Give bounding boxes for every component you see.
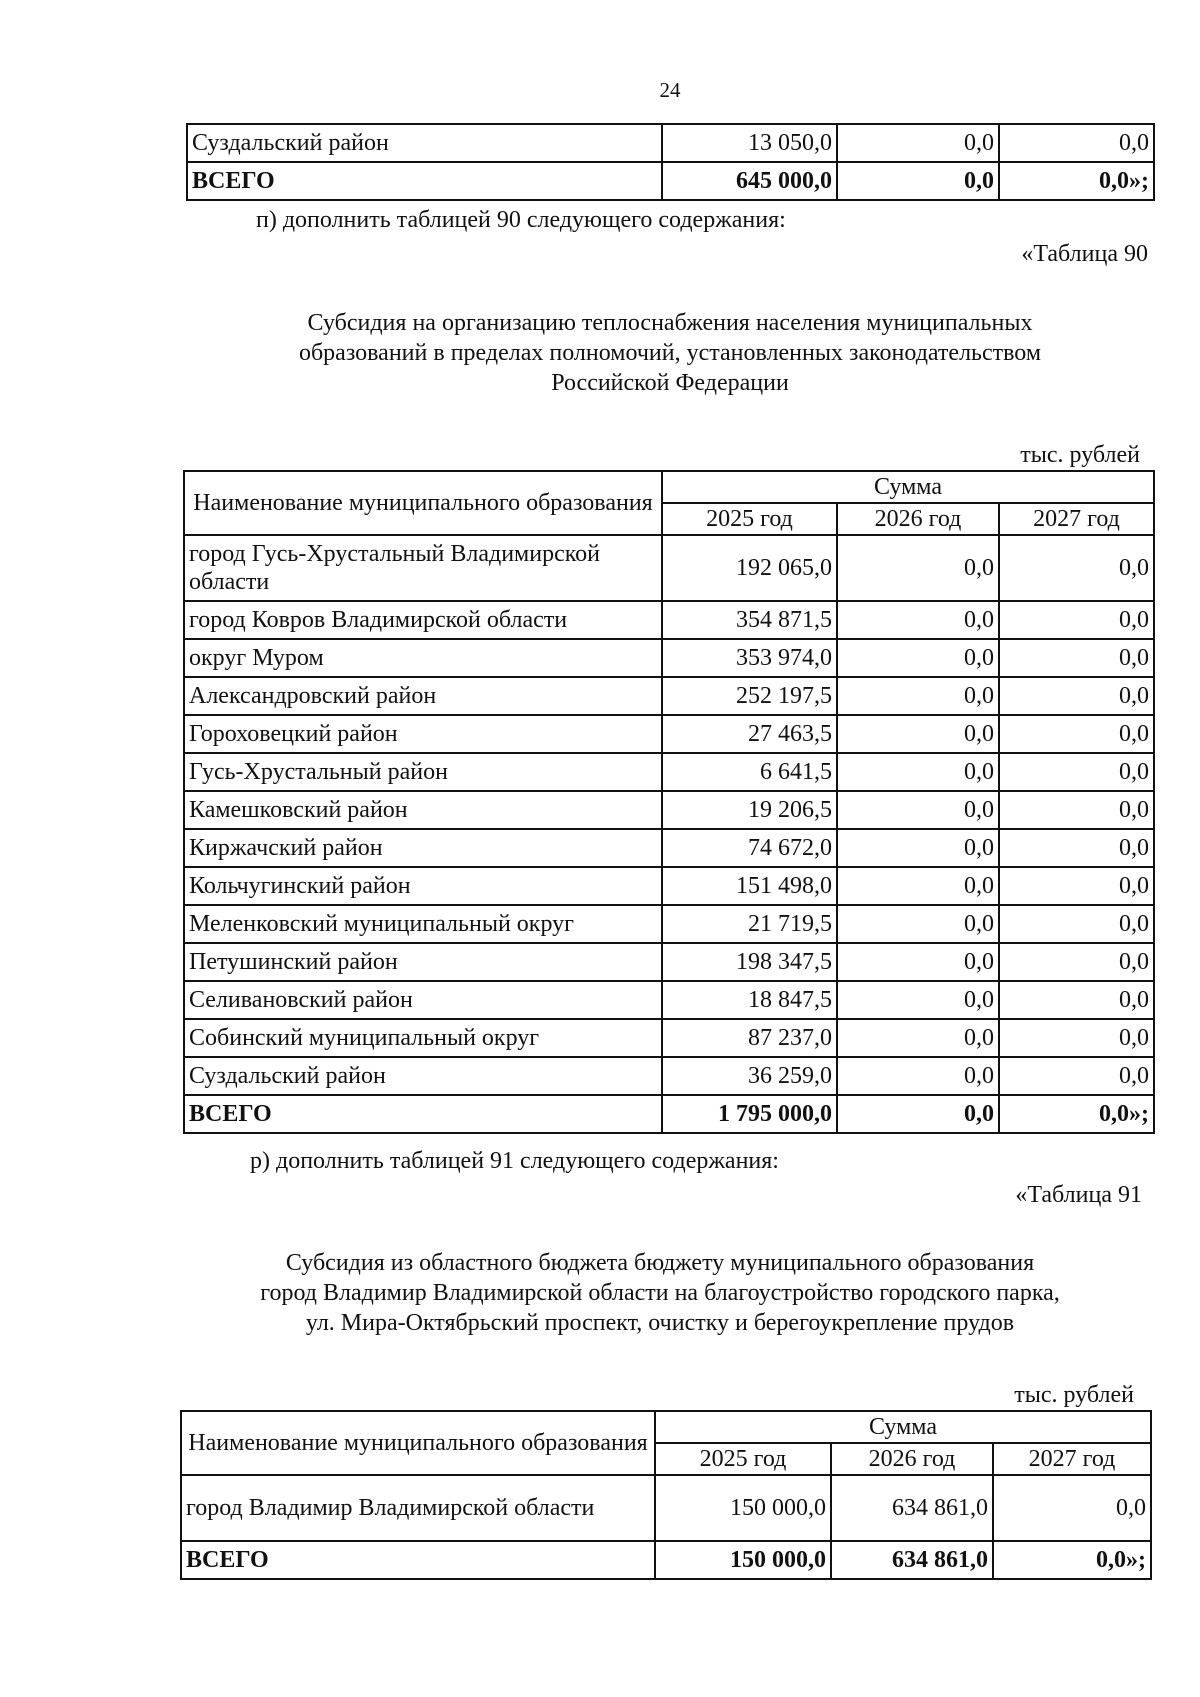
row-name-cell: Петушинский район: [184, 943, 662, 981]
table-row: [184, 601, 1154, 639]
row-name-cell: ВСЕГО: [187, 162, 662, 200]
value-2026-cell: 634 861,0: [831, 1475, 993, 1541]
table91-title-line: город Владимир Владимирской области на благоустройство городского парка,: [260, 1280, 1060, 1306]
value-2026-cell: 0,0: [837, 829, 999, 867]
row-name-cell: Меленковский муниципальный округ: [184, 905, 662, 943]
value-2026-cell: 0,0: [837, 677, 999, 715]
table91-title-line: Субсидия из областного бюджета бюджету муниципального образования: [285, 1250, 1035, 1276]
total-row: [181, 1541, 1151, 1579]
value-2025-cell: 18 847,5: [662, 981, 837, 1019]
value-2026-cell: 0,0: [837, 715, 999, 753]
col-header-name: Наименование муниципального образования: [184, 471, 662, 535]
value-2026-cell: 0,0: [837, 981, 999, 1019]
table-row: [184, 677, 1154, 715]
value-2027-cell: 0,0: [999, 829, 1154, 867]
item-r: р) дополнить таблицей 91 следующего содержания:: [250, 1148, 779, 1174]
table-row: [184, 1019, 1154, 1057]
table-row: [184, 829, 1154, 867]
value-2027-cell: 0,0: [999, 677, 1154, 715]
table-90-body: [184, 535, 1154, 1133]
table90-title-line: образований в пределах полномочий, установленных законодательством: [298, 340, 1042, 366]
value-2025-cell: 74 672,0: [662, 829, 837, 867]
value-2025-cell: 87 237,0: [662, 1019, 837, 1057]
value-2025-cell: 1 795 000,0: [662, 1095, 837, 1133]
value-2026-cell: 0,0: [837, 639, 999, 677]
row-name-cell: Кольчугинский район: [184, 867, 662, 905]
row-name-cell: ВСЕГО: [181, 1541, 655, 1579]
value-2025-cell: 252 197,5: [662, 677, 837, 715]
value-2025-cell: 645 000,0: [662, 162, 837, 200]
table-row: [184, 981, 1154, 1019]
value-2027-cell: 0,0: [999, 124, 1154, 162]
value-2027-cell: 0,0: [999, 601, 1154, 639]
table-91: [180, 1410, 1152, 1580]
row-name-cell: Селивановский район: [184, 981, 662, 1019]
value-2025-cell: 19 206,5: [662, 791, 837, 829]
table91-label: «Таблица 91: [1015, 1182, 1142, 1208]
value-2025-cell: 21 719,5: [662, 905, 837, 943]
page-number: 24: [659, 78, 681, 102]
total-row: [184, 1095, 1154, 1133]
value-2026-cell: 634 861,0: [831, 1541, 993, 1579]
table-row: [184, 905, 1154, 943]
value-2025-cell: 36 259,0: [662, 1057, 837, 1095]
row-name-cell: Гороховецкий район: [184, 715, 662, 753]
table91-title-line: ул. Мира-Октябрьский проспект, очистку и берегоукрепление прудов: [305, 1310, 1015, 1336]
value-2027-cell: 0,0: [999, 981, 1154, 1019]
row-name-cell: округ Муром: [184, 639, 662, 677]
table-row: [184, 535, 1154, 601]
value-2027-cell: 0,0: [999, 1057, 1154, 1095]
table90-unit: тыс. рублей: [1020, 442, 1140, 468]
value-2026-cell: 0,0: [837, 905, 999, 943]
value-2025-cell: 13 050,0: [662, 124, 837, 162]
value-2025-cell: 6 641,5: [662, 753, 837, 791]
value-2027-cell: 0,0»;: [999, 162, 1154, 200]
row-name-cell: Киржачский район: [184, 829, 662, 867]
col-header-2025: 2025 год: [662, 503, 837, 535]
value-2027-cell: 0,0: [999, 535, 1154, 601]
top-table: [186, 123, 1155, 201]
table-row: [184, 639, 1154, 677]
value-2027-cell: 0,0: [999, 867, 1154, 905]
value-2027-cell: 0,0: [999, 639, 1154, 677]
top-table-body: [187, 124, 1154, 200]
col-header-2027: 2027 год: [993, 1443, 1151, 1475]
value-2026-cell: 0,0: [837, 867, 999, 905]
row-name-cell: Суздальский район: [184, 1057, 662, 1095]
table-row: [187, 124, 1154, 162]
value-2026-cell: 0,0: [837, 943, 999, 981]
value-2025-cell: 353 974,0: [662, 639, 837, 677]
col-header-sum: Сумма: [662, 471, 1154, 503]
value-2026-cell: 0,0: [837, 753, 999, 791]
value-2027-cell: 0,0: [999, 791, 1154, 829]
col-header-2026: 2026 год: [837, 503, 999, 535]
row-name-cell: Собинский муниципальный округ: [184, 1019, 662, 1057]
value-2025-cell: 198 347,5: [662, 943, 837, 981]
table91-title: [160, 1248, 1160, 1338]
value-2026-cell: 0,0: [837, 1057, 999, 1095]
value-2026-cell: 0,0: [837, 535, 999, 601]
value-2026-cell: 0,0: [837, 791, 999, 829]
table-row: [184, 753, 1154, 791]
table-row: [184, 791, 1154, 829]
col-header-2025: 2025 год: [655, 1443, 831, 1475]
value-2025-cell: 150 000,0: [655, 1475, 831, 1541]
table-row: [184, 715, 1154, 753]
row-name-cell: ВСЕГО: [184, 1095, 662, 1133]
value-2027-cell: 0,0: [993, 1475, 1151, 1541]
value-2027-cell: 0,0»;: [993, 1541, 1151, 1579]
table90-title-line: Российской Федерации: [551, 370, 789, 396]
value-2027-cell: 0,0: [999, 943, 1154, 981]
row-name-cell: Александровский район: [184, 677, 662, 715]
item-p: п) дополнить таблицей 90 следующего содержания:: [256, 207, 786, 233]
table-row: [184, 943, 1154, 981]
value-2027-cell: 0,0»;: [999, 1095, 1154, 1133]
col-header-sum: Сумма: [655, 1411, 1151, 1443]
value-2027-cell: 0,0: [999, 715, 1154, 753]
value-2027-cell: 0,0: [999, 753, 1154, 791]
value-2025-cell: 27 463,5: [662, 715, 837, 753]
value-2026-cell: 0,0: [837, 162, 999, 200]
col-header-name: Наименование муниципального образования: [181, 1411, 655, 1475]
col-header-2026: 2026 год: [831, 1443, 993, 1475]
table-91-body: [181, 1475, 1151, 1579]
table90-title: [200, 308, 1140, 398]
value-2025-cell: 150 000,0: [655, 1541, 831, 1579]
table-row: [181, 1475, 1151, 1541]
row-name-cell: Гусь-Хрустальный район: [184, 753, 662, 791]
table-row: [184, 867, 1154, 905]
table90-title-line: Субсидия на организацию теплоснабжения населения муниципальных: [307, 310, 1033, 336]
value-2025-cell: 354 871,5: [662, 601, 837, 639]
value-2027-cell: 0,0: [999, 905, 1154, 943]
row-name-cell: город Ковров Владимирской области: [184, 601, 662, 639]
value-2025-cell: 192 065,0: [662, 535, 837, 601]
value-2026-cell: 0,0: [837, 124, 999, 162]
total-row: [187, 162, 1154, 200]
value-2026-cell: 0,0: [837, 1019, 999, 1057]
table-row: [184, 1057, 1154, 1095]
value-2025-cell: 151 498,0: [662, 867, 837, 905]
value-2027-cell: 0,0: [999, 1019, 1154, 1057]
value-2026-cell: 0,0: [837, 1095, 999, 1133]
value-2026-cell: 0,0: [837, 601, 999, 639]
table90-label: «Таблица 90: [1021, 241, 1148, 267]
row-name-cell: Суздальский район: [187, 124, 662, 162]
col-header-2027: 2027 год: [999, 503, 1154, 535]
row-name-cell: город Гусь-Хрустальный Владимирской области: [184, 535, 662, 601]
row-name-cell: город Владимир Владимирской области: [181, 1475, 655, 1541]
table91-unit: тыс. рублей: [1014, 1382, 1134, 1408]
row-name-cell: Камешковский район: [184, 791, 662, 829]
table-90: [183, 470, 1155, 1134]
